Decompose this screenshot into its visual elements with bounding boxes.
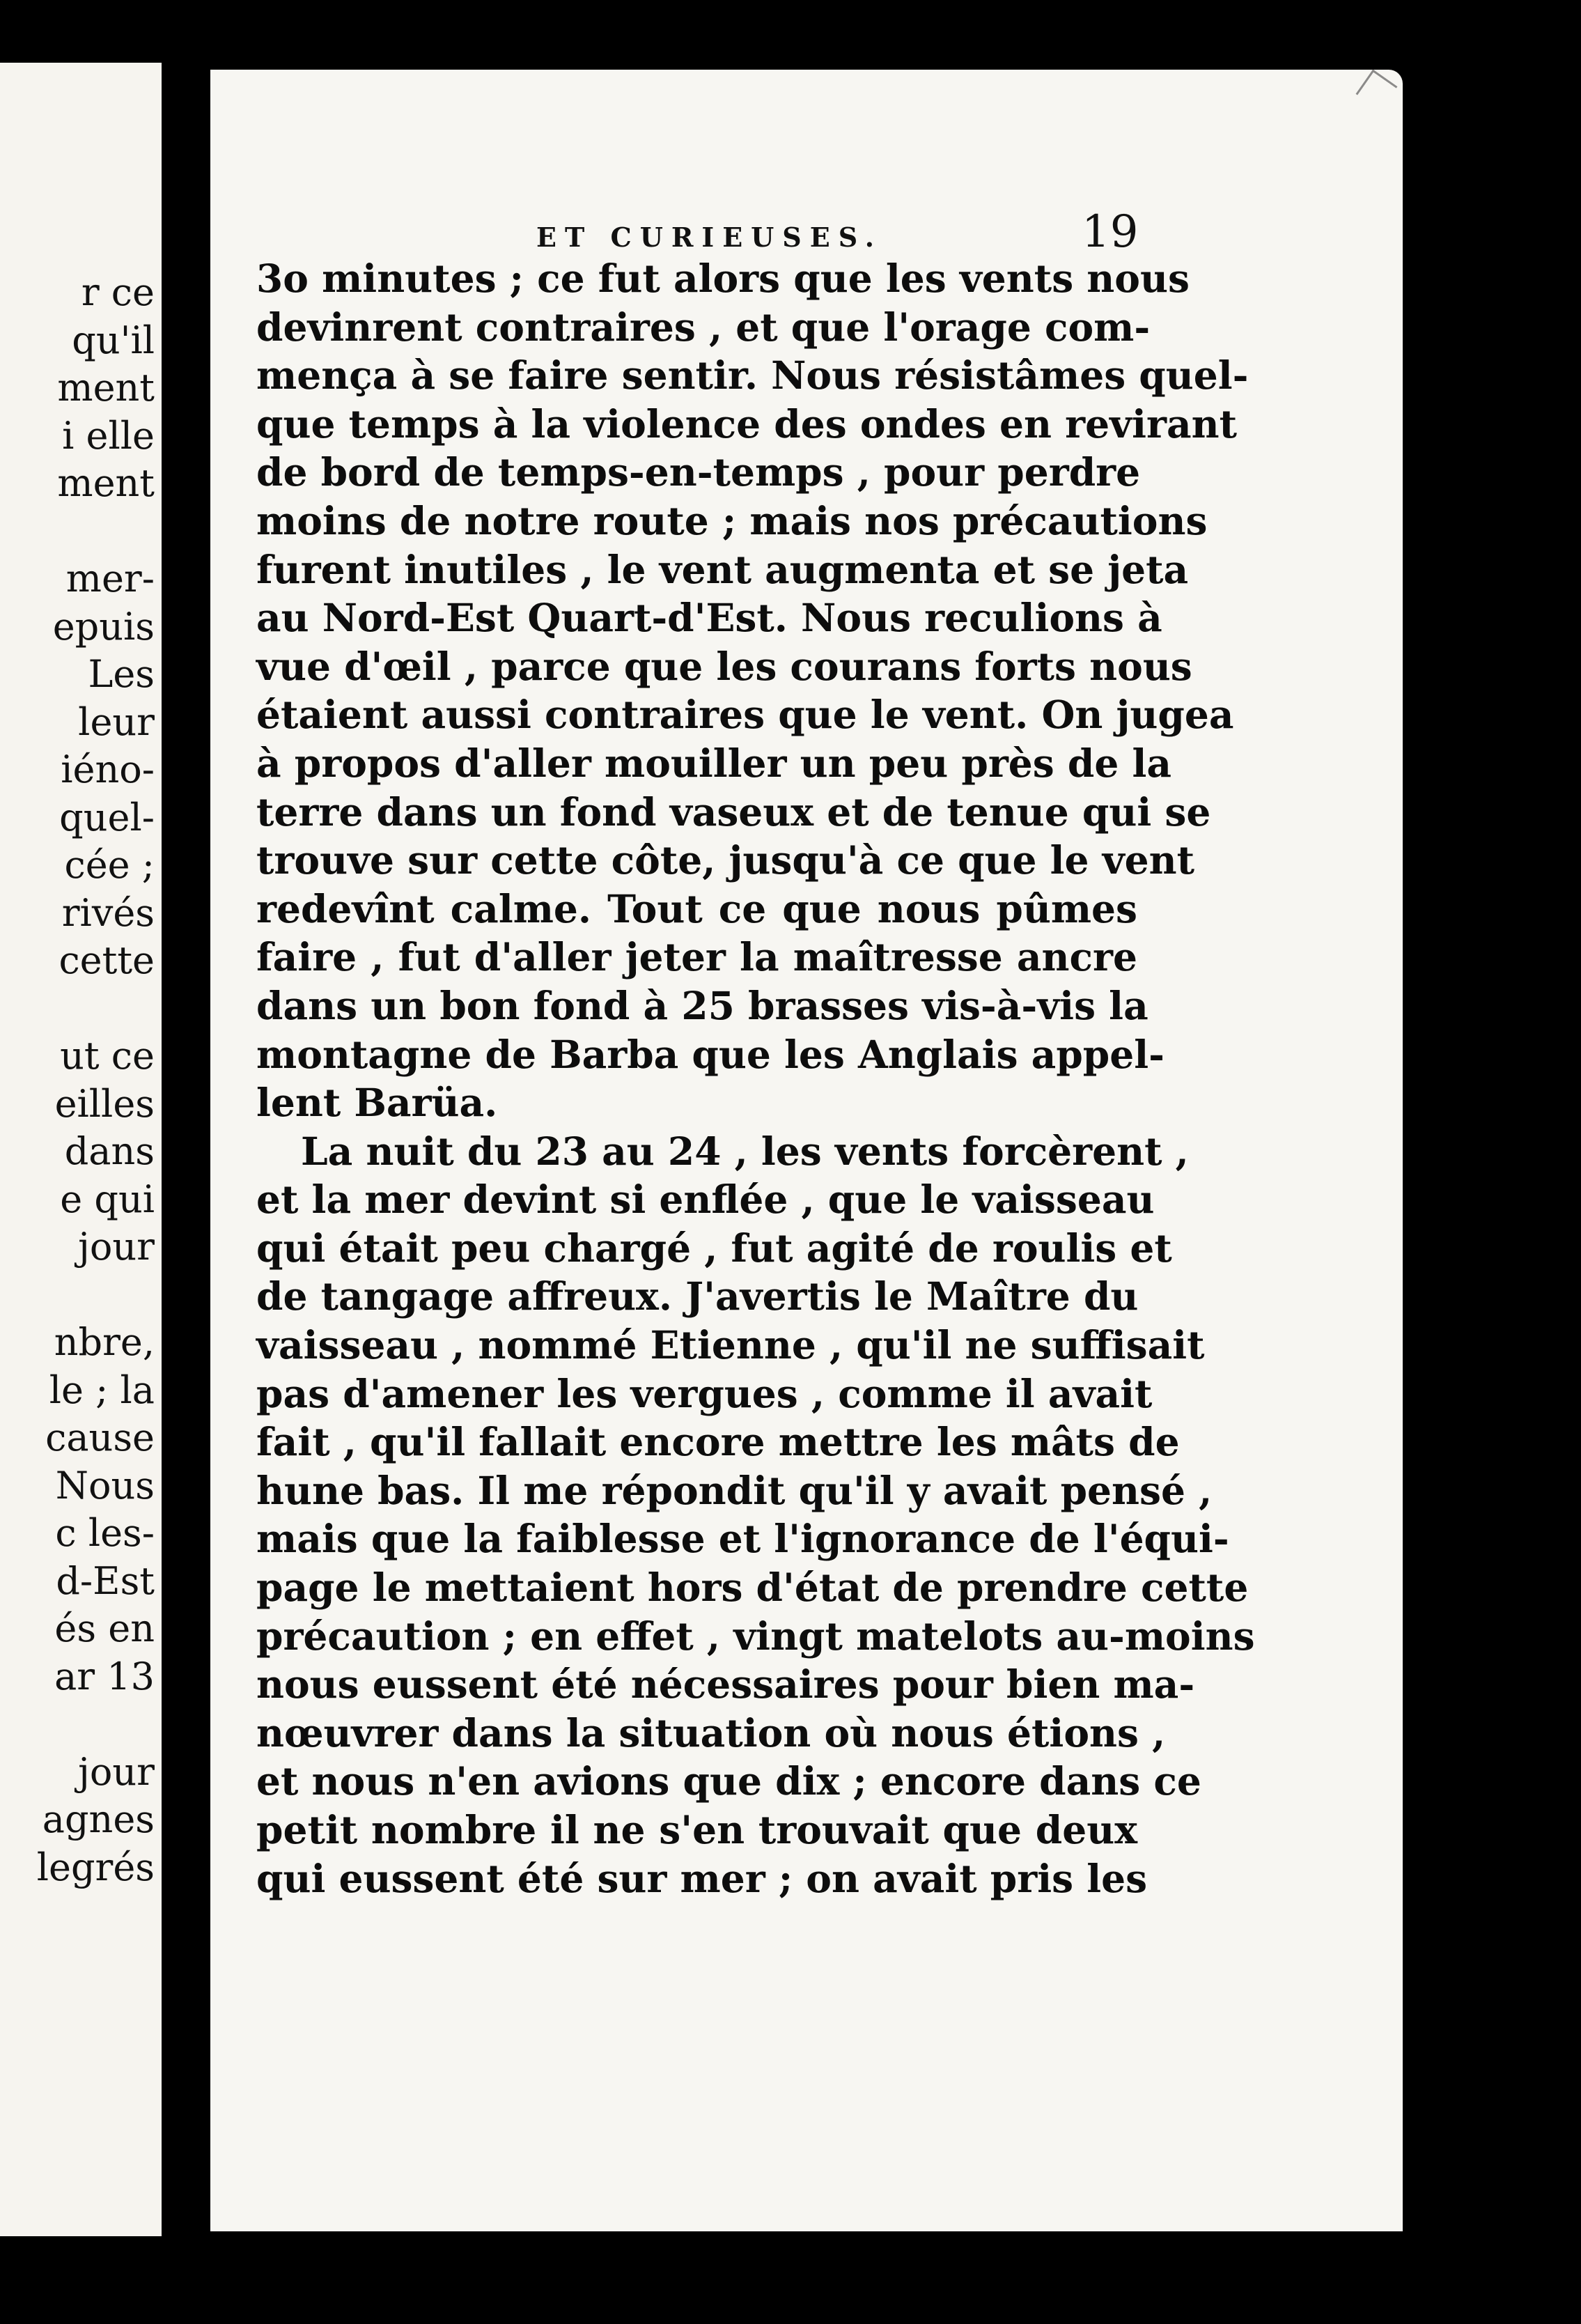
left-fragment — [37, 508, 155, 556]
text-line: lent Barüa. — [256, 1080, 498, 1126]
left-fragment — [37, 1271, 155, 1319]
page-number: 19 — [1082, 206, 1139, 258]
running-head: ET CURIEUSES. — [536, 222, 883, 253]
left-fragment: ut ce — [60, 1034, 155, 1078]
left-fragment: ment — [57, 461, 155, 505]
text-line: que temps à la violence des ondes en revirant — [256, 401, 1238, 447]
text-line: hune bas. Il me répondit qu'il y avait pensé , — [256, 1467, 1213, 1513]
left-fragment — [37, 1701, 155, 1749]
left-fragment: dans — [64, 1129, 155, 1173]
left-fragment: rivés — [61, 890, 155, 935]
left-fragment: cause — [45, 1416, 155, 1459]
text-line: étaient aussi contraires que le vent. On jugea — [256, 692, 1234, 738]
left-fragment: cette — [59, 938, 155, 982]
left-fragment: quel- — [59, 795, 155, 839]
body-text — [256, 254, 1255, 1903]
text-line: pas d'amener les vergues , comme il avait — [256, 1370, 1153, 1416]
text-line: et nous n'en avions que dix ; encore dans ce — [256, 1758, 1201, 1804]
left-fragment: epuis — [52, 604, 155, 649]
left-fragment: le ; la — [49, 1368, 155, 1412]
text-line: La nuit du 23 au 24 , les vents forcèrent , — [301, 1128, 1189, 1174]
left-fragment: nbre, — [54, 1320, 155, 1364]
text-line: précaution ; en effet , vingt matelots au-moins — [256, 1613, 1255, 1659]
left-page — [0, 63, 162, 2236]
text-line: petit nombre il ne s'en trouvait que deux — [256, 1807, 1137, 1852]
left-fragment: agnes — [42, 1797, 155, 1841]
left-page-text-fragments — [37, 269, 155, 1891]
left-fragment: d-Est — [56, 1558, 155, 1603]
text-line: de tangage affreux. J'avertis le Maître du — [256, 1273, 1139, 1319]
text-line: et la mer devint si enflée , que le vaisseau — [256, 1177, 1155, 1223]
text-line: furent inutiles , le vent augmenta et se jeta — [256, 546, 1189, 592]
text-line: nœuvrer dans la situation où nous étions , — [256, 1710, 1166, 1756]
left-fragment: Nous — [55, 1463, 155, 1508]
left-fragment: legrés — [36, 1845, 155, 1889]
left-fragment: eilles — [54, 1081, 155, 1126]
left-fragment: és en — [54, 1606, 155, 1650]
text-line: nous eussent été nécessaires pour bien ma- — [256, 1661, 1195, 1707]
text-line: devinrent contraires , et que l'orage com- — [256, 304, 1151, 350]
text-line: mais que la faiblesse et l'ignorance de l'équi- — [256, 1516, 1229, 1562]
left-fragment: jour — [78, 1225, 155, 1269]
left-fragment: iéno- — [61, 747, 155, 791]
left-fragment: mer- — [65, 557, 155, 601]
text-line: terre dans un fond vaseux et de tenue qui se — [256, 789, 1211, 835]
text-line: dans un bon fond à 25 brasses vis-à-vis la — [256, 982, 1148, 1028]
text-line: à propos d'aller mouiller un peu près de la — [256, 740, 1172, 786]
text-line: vaisseau , nommé Etienne , qu'il ne suffisait — [256, 1322, 1205, 1368]
text-line: fait , qu'il fallait encore mettre les mâts de — [256, 1419, 1180, 1465]
left-fragment: i elle — [62, 413, 155, 458]
left-fragment: c les- — [55, 1511, 155, 1555]
text-line: mença à se faire sentir. Nous résistâmes quel- — [256, 353, 1249, 398]
text-line: trouve sur cette côte, jusqu'à ce que le vent — [256, 837, 1195, 883]
text-line: vue d'œil , parce que les courans forts nous — [256, 643, 1192, 689]
left-fragment: ment — [57, 366, 155, 410]
text-line: qui était peu chargé , fut agité de roulis et — [256, 1225, 1172, 1271]
left-fragment: Les — [88, 652, 155, 696]
left-fragment: cée ; — [64, 843, 155, 887]
left-fragment: qu'il — [72, 318, 155, 362]
left-fragment: leur — [78, 699, 155, 744]
text-line: de bord de temps-en-temps , pour perdre — [256, 449, 1141, 495]
left-fragment — [37, 985, 155, 1033]
text-line: 3o minutes ; ce fut alors que les vents nous — [256, 256, 1190, 301]
text-line: faire , fut d'aller jeter la maîtresse ancre — [256, 934, 1137, 980]
text-line: redevînt calme. Tout ce que nous pûmes — [256, 885, 1137, 931]
text-line: montagne de Barba que les Anglais appel- — [256, 1031, 1165, 1077]
text-line: moins de notre route ; mais nos précautions — [256, 497, 1208, 543]
left-fragment: ar 13 — [54, 1654, 155, 1698]
left-fragment: e qui — [60, 1177, 155, 1221]
text-line: au Nord-Est Quart-d'Est. Nous reculions à — [256, 595, 1162, 641]
text-line: qui eussent été sur mer ; on avait pris les — [256, 1855, 1148, 1901]
book-gutter — [162, 0, 210, 2324]
left-fragment: r ce — [81, 270, 155, 314]
text-line: page le mettaient hors d'état de prendre cette — [256, 1565, 1249, 1611]
left-fragment: jour — [78, 1749, 155, 1794]
